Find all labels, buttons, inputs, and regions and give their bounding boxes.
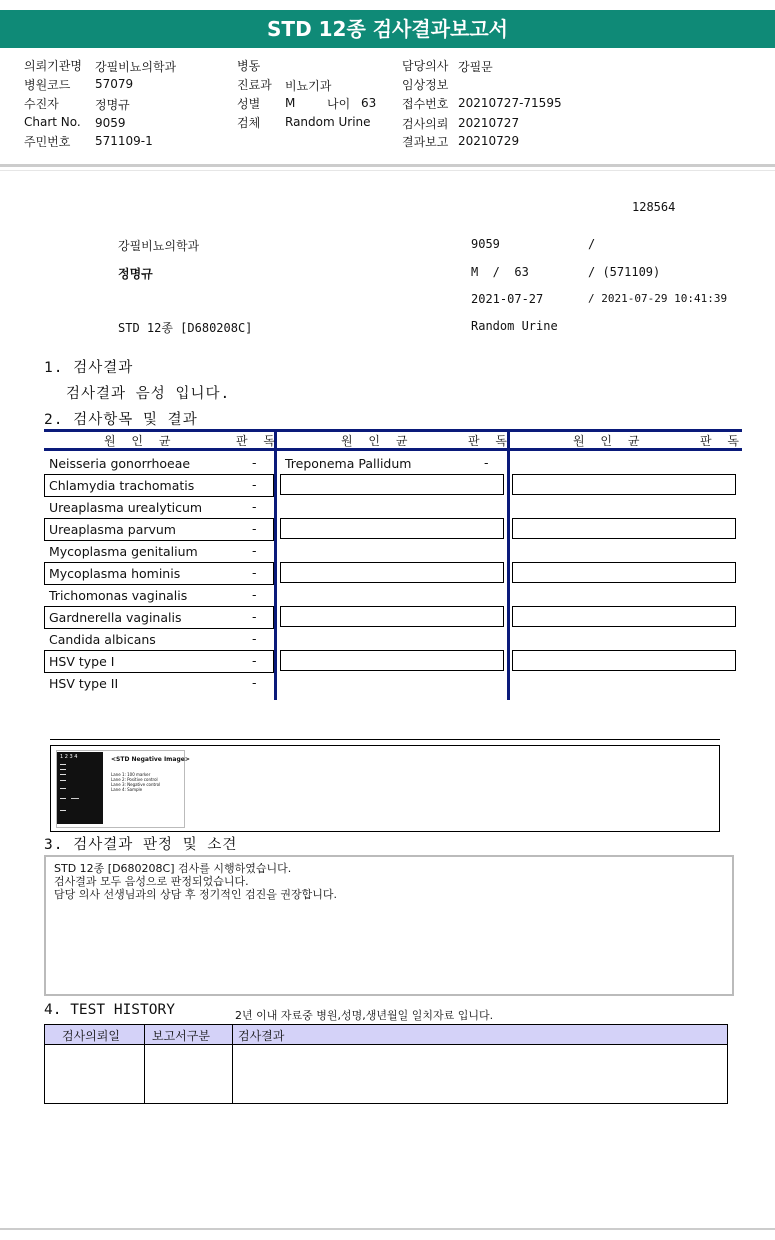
report-value: 20210729: [458, 134, 520, 148]
organism-name: Chlamydia trachomatis: [49, 478, 195, 493]
row-box: [512, 562, 736, 583]
report-label: 결과보고: [402, 135, 449, 149]
organism-name: Gardnerella vaginalis: [49, 610, 182, 625]
dept-value: 비뇨기과: [285, 79, 332, 93]
row-box: [280, 650, 504, 671]
history-col-request-date: 검사의뢰일: [62, 1029, 120, 1043]
section1-result: 검사결과 음성 입니다.: [66, 386, 231, 402]
col2-organism-header: 원 인 균: [341, 434, 414, 448]
opinion-line: 담당 의사 선생님과의 상담 후 정기적인 검진을 권장합니다.: [54, 888, 337, 901]
history-col-result: 검사결과: [238, 1029, 285, 1043]
col1-organism-header: 원 인 균: [104, 434, 177, 448]
summary-id: / (571109): [588, 265, 661, 279]
organism-name: HSV type II: [49, 676, 119, 691]
section3-title: 3. 검사결과 판정 및 소견: [44, 837, 238, 853]
table-divider-1: [274, 429, 277, 700]
col3-organism-header: 원 인 균: [573, 434, 646, 448]
dept-label: 진료과: [237, 78, 272, 92]
summary-chart: 9059: [471, 237, 500, 251]
section2-title: 2. 검사항목 및 결과: [44, 412, 198, 428]
opinion-box: [44, 855, 734, 996]
gel-image: [57, 752, 103, 824]
organism-name: Mycoplasma genitalium: [49, 544, 198, 559]
summary-clinic: 강필비뇨의학과: [118, 239, 200, 253]
gel-caption-line: Lane 2: Positive control: [111, 777, 158, 782]
section4-title: 4. TEST HISTORY: [44, 1002, 175, 1018]
history-col-report-type: 보고서구분: [152, 1029, 210, 1043]
summary-specimen: Random Urine: [471, 319, 558, 333]
organism-result: -: [252, 631, 257, 646]
chart-label: Chart No.: [24, 115, 81, 129]
institution-value: 강필비뇨의학과: [95, 60, 177, 74]
organism-result: -: [484, 455, 489, 470]
summary-reported: / 2021-07-29 10:41:39: [588, 292, 728, 305]
gel-caption-line: Lane 1: 100 marker: [111, 772, 151, 777]
organism-name: Mycoplasma hominis: [49, 566, 181, 581]
organism-name: Ureaplasma urealyticum: [49, 500, 203, 515]
organism-name: Treponema Pallidum: [285, 456, 412, 471]
organism-result: -: [252, 675, 257, 690]
patient-value: 정명규: [95, 98, 130, 112]
doctor-label: 담당의사: [402, 59, 449, 73]
request-label: 검사의뢰: [402, 117, 449, 131]
sex-value: M: [285, 96, 296, 110]
table-divider-2: [507, 429, 510, 700]
id-label: 주민번호: [24, 135, 71, 149]
summary-sex-age: M / 63: [471, 265, 529, 279]
report-number: 128564: [632, 200, 676, 214]
gel-caption-title: <STD Negative Image>: [111, 756, 190, 763]
gel-caption-line: Lane 4: Sample: [111, 787, 143, 792]
specimen-label: 검체: [237, 116, 261, 130]
footer-divider: [0, 1228, 775, 1230]
ward-label: 병동: [237, 59, 261, 73]
organism-name: Trichomonas vaginalis: [49, 588, 188, 603]
organism-result: -: [252, 609, 257, 624]
gel-caption-line: Lane 3: Negative control: [111, 782, 161, 787]
organism-result: -: [252, 521, 257, 536]
age-value: 63: [361, 96, 377, 110]
organism-name: Neisseria gonorrhoeae: [49, 456, 191, 471]
section4-note: 2년 이내 자료중 병원,성명,생년월일 일치자료 입니다.: [235, 1009, 494, 1022]
organism-name: Candida albicans: [49, 632, 156, 647]
request-value: 20210727: [458, 116, 520, 130]
col1-judge-header: 판 독: [236, 434, 281, 448]
organism-name: HSV type I: [49, 654, 115, 669]
row-box: [512, 650, 736, 671]
hospital-code-label: 병원코드: [24, 78, 71, 92]
summary-slash: /: [588, 237, 596, 251]
opinion-line: STD 12종 [D680208C] 검사를 시행하였습니다.: [54, 862, 292, 875]
summary-received: 2021-07-27: [471, 292, 544, 306]
report-title: STD 12종 검사결과보고서: [0, 10, 775, 48]
organism-result: -: [252, 455, 257, 470]
summary-test: STD 12종 [D680208C]: [118, 321, 253, 335]
receipt-label: 접수번호: [402, 97, 449, 111]
patient-label: 수진자: [24, 97, 59, 111]
row-box: [280, 606, 504, 627]
col2-judge-header: 판 독: [468, 434, 513, 448]
row-box: [280, 562, 504, 583]
opinion-line: 검사결과 모두 음성으로 판정되었습니다.: [54, 875, 249, 888]
hospital-code-value: 57079: [95, 77, 134, 91]
header-divider-light: [0, 170, 775, 171]
doctor-value: 강필문: [458, 60, 493, 74]
id-value: 571109-1: [95, 134, 153, 148]
section1-title: 1. 검사결과: [44, 360, 134, 376]
summary-patient: 정명규: [118, 267, 153, 281]
specimen-value: Random Urine: [285, 115, 371, 129]
sex-label: 성별: [237, 97, 261, 111]
age-label: 나이: [327, 97, 351, 111]
row-box: [280, 518, 504, 539]
organism-result: -: [252, 653, 257, 668]
organism-result: -: [252, 565, 257, 580]
institution-label: 의뢰기관명: [24, 59, 82, 73]
gel-lane-numbers: 1 2 3 4: [60, 754, 78, 760]
col3-judge-header: 판 독: [700, 434, 745, 448]
row-box: [280, 474, 504, 495]
row-box: [512, 606, 736, 627]
clinical-info-label: 임상정보: [402, 78, 449, 92]
organism-result: -: [252, 587, 257, 602]
chart-value: 9059: [95, 116, 126, 130]
receipt-value: 20210727-71595: [458, 96, 562, 110]
row-box: [512, 518, 736, 539]
organism-result: -: [252, 477, 257, 492]
header-divider: [0, 164, 775, 167]
organism-result: -: [252, 543, 257, 558]
organism-result: -: [252, 499, 257, 514]
row-box: [512, 474, 736, 495]
organism-name: Ureaplasma parvum: [49, 522, 176, 537]
